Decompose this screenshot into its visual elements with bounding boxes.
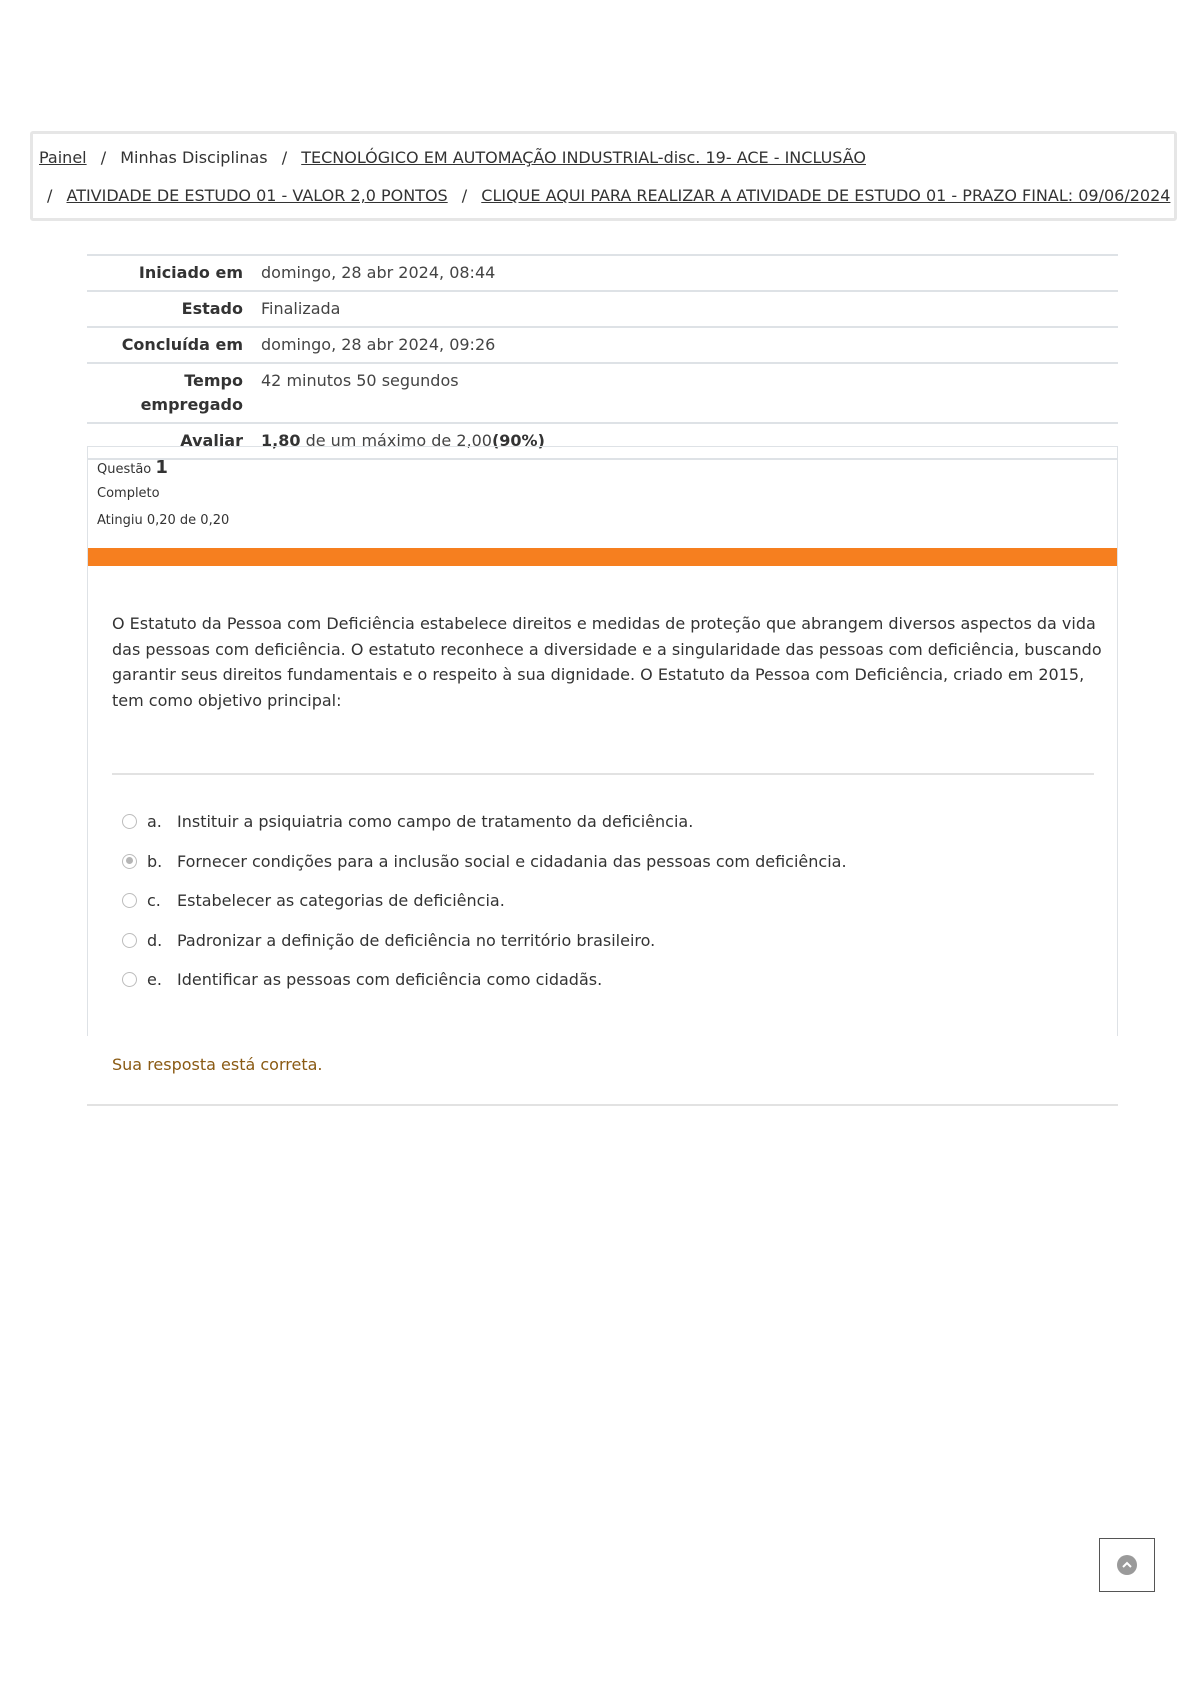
breadcrumb-course-link[interactable]: TECNOLÓGICO EM AUTOMAÇÃO INDUSTRIAL-disc. 19- ACE - INCLUSÃO xyxy=(301,148,866,167)
breadcrumb-minhas-disciplinas: Minhas Disciplinas xyxy=(120,148,268,167)
answer-radio-c[interactable] xyxy=(122,893,137,908)
state-value: Finalizada xyxy=(261,299,341,318)
question-feedback: Sua resposta está correta. xyxy=(112,1055,323,1074)
answer-option-b[interactable] xyxy=(122,842,847,882)
breadcrumb-painel-link[interactable]: Painel xyxy=(39,148,87,167)
breadcrumb-activity-link[interactable]: ATIVIDADE DE ESTUDO 01 - VALOR 2,0 PONTOS xyxy=(66,186,448,205)
answer-text-e: Identificar as pessoas com deficiência como cidadãs. xyxy=(177,970,603,990)
answer-letter-e: e. xyxy=(147,970,162,990)
answer-text-c: Estabelecer as categorias de deficiência. xyxy=(177,891,505,911)
grade-score: 1,80 xyxy=(261,431,301,450)
started-label: Iniciado em xyxy=(138,263,243,282)
summary-row-time xyxy=(87,363,1118,423)
answer-text-b: Fornecer condições para a inclusão social e cidadania das pessoas com deficiência. xyxy=(177,851,847,871)
completed-value: domingo, 28 abr 2024, 09:26 xyxy=(261,335,496,354)
summary-row-state xyxy=(87,291,1118,327)
breadcrumb-separator: / xyxy=(47,186,53,205)
answer-letter-d: d. xyxy=(147,930,163,950)
breadcrumb-separator: / xyxy=(100,148,107,167)
question-grade: Atingiu 0,20 de 0,20 xyxy=(97,513,230,528)
question-number: 1 xyxy=(155,457,168,478)
bottom-divider xyxy=(87,1104,1118,1106)
started-value: domingo, 28 abr 2024, 08:44 xyxy=(261,263,496,282)
answer-radio-b[interactable] xyxy=(122,854,137,869)
question-accent-bar xyxy=(88,548,1117,566)
answer-letter-b: b. xyxy=(147,851,163,871)
time-label-line-2: empregado xyxy=(140,395,243,414)
question-info xyxy=(97,457,229,528)
summary-row-started xyxy=(87,255,1118,291)
breadcrumb-quiz-link[interactable]: CLIQUE AQUI PARA REALIZAR A ATIVIDADE DE ESTUDO 01 - PRAZO FINAL: 09/06/2024 xyxy=(481,186,1171,205)
answer-option-e[interactable] xyxy=(122,960,847,1000)
attempt-summary-table xyxy=(87,254,1118,460)
breadcrumb-separator: / xyxy=(281,148,288,167)
answer-text-a: Instituir a psiquiatria como campo de tratamento da deficiência. xyxy=(177,812,694,832)
answer-option-c[interactable] xyxy=(122,881,847,921)
breadcrumb-line-1 xyxy=(39,148,866,167)
breadcrumb-line-2 xyxy=(47,186,1170,205)
answer-letter-c: c. xyxy=(147,891,161,911)
completed-label: Concluída em xyxy=(121,335,243,354)
answer-option-a[interactable] xyxy=(122,802,847,842)
chevron-up-icon xyxy=(1117,1555,1137,1575)
answer-letter-a: a. xyxy=(147,812,162,832)
breadcrumb-separator: / xyxy=(461,186,468,205)
time-label-line-1: Tempo xyxy=(184,371,243,390)
question-state: Completo xyxy=(97,486,160,501)
answer-list xyxy=(122,802,847,1000)
state-label: Estado xyxy=(181,299,243,318)
summary-row-completed xyxy=(87,327,1118,363)
question-card xyxy=(87,446,1118,1036)
question-text: O Estatuto da Pessoa com Deficiência estabelece direitos e medidas de proteção que abrangem diversos aspectos da vida das pessoas com deficiência. O estatuto reconhece a diversidade e a singularidade das pessoas com deficiência, buscando garantir seus direitos fundamentais e o respeito à sua dignidade. O Estatuto da Pessoa com Deficiência, criado em 2015, tem como objetivo principal: xyxy=(112,614,1102,710)
answer-text-d: Padronizar a definição de deficiência no território brasileiro. xyxy=(177,930,656,950)
grade-percent: (90%) xyxy=(491,431,545,450)
grade-label: Avaliar xyxy=(180,431,243,450)
breadcrumb xyxy=(30,131,1177,221)
question-label: Questão xyxy=(97,462,152,477)
answer-radio-a[interactable] xyxy=(122,814,137,829)
answer-radio-d[interactable] xyxy=(122,933,137,948)
question-divider xyxy=(112,773,1094,775)
time-label xyxy=(87,363,253,423)
answer-radio-e[interactable] xyxy=(122,972,137,987)
question-title xyxy=(97,457,229,478)
grade-max-text: de um máximo de 2,00 xyxy=(300,431,492,450)
back-to-top-button[interactable] xyxy=(1099,1538,1155,1592)
answer-option-d[interactable] xyxy=(122,921,847,961)
time-value: 42 minutos 50 segundos xyxy=(261,371,459,390)
